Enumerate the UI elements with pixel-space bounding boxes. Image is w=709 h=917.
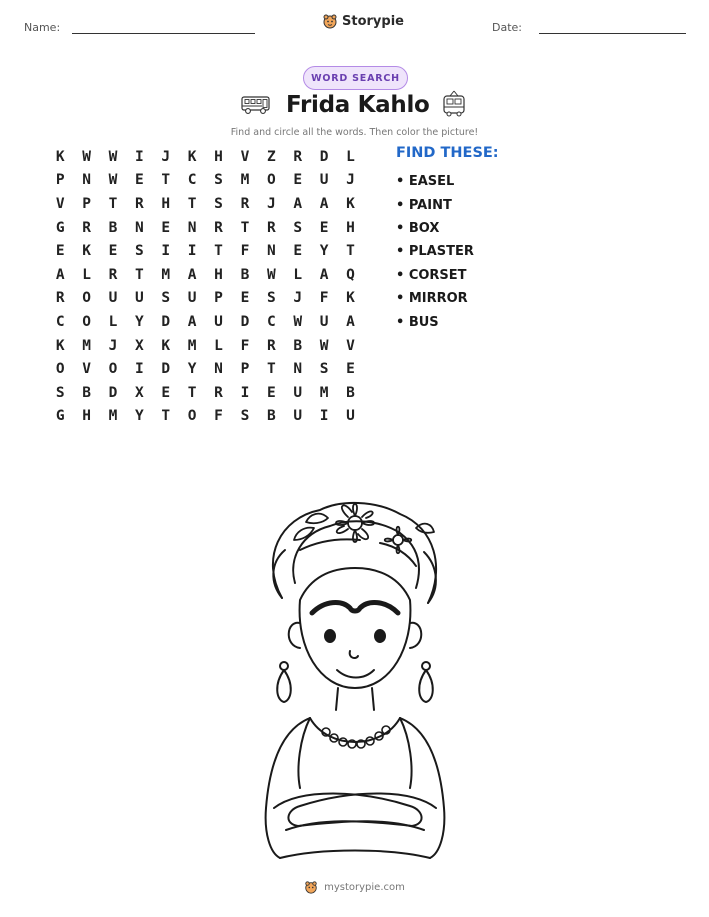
grid-letter[interactable]: C <box>266 313 276 330</box>
grid-letter[interactable]: E <box>346 361 355 378</box>
grid-letter[interactable]: D <box>240 313 250 330</box>
grid-letter[interactable]: V <box>55 195 65 212</box>
grid-letter[interactable]: R <box>55 290 65 307</box>
grid-letter[interactable]: N <box>82 172 91 189</box>
grid-letter[interactable]: F <box>240 243 250 260</box>
grid-letter[interactable]: O <box>82 313 91 330</box>
grid-letter[interactable]: V <box>82 361 91 378</box>
brand-name: Storypie <box>342 13 404 29</box>
grid-letter[interactable]: C <box>55 313 65 330</box>
grid-letter[interactable]: E <box>240 290 250 307</box>
grid-letter[interactable]: E <box>161 219 171 236</box>
footer-url[interactable]: mystorypie.com <box>324 881 405 893</box>
grid-letter[interactable]: K <box>55 337 65 354</box>
grid-letter[interactable]: U <box>108 290 118 307</box>
grid-letter[interactable]: Z <box>266 148 276 165</box>
grid-letter[interactable]: H <box>214 148 223 165</box>
date-label: Date: <box>492 21 522 34</box>
grid-letter[interactable]: Y <box>135 313 144 330</box>
grid-letter[interactable]: Y <box>187 361 197 378</box>
grid-letter[interactable]: A <box>319 266 329 283</box>
grid-letter[interactable]: T <box>108 195 118 212</box>
grid-letter[interactable]: I <box>240 384 250 401</box>
letter-grid[interactable] <box>47 145 364 428</box>
grid-letter[interactable]: S <box>214 195 223 212</box>
grid-letter[interactable]: J <box>266 195 276 212</box>
frida-kahlo-illustration[interactable] <box>240 488 470 860</box>
grid-letter[interactable]: R <box>214 384 223 401</box>
grid-letter[interactable]: N <box>187 219 197 236</box>
grid-letter[interactable]: K <box>82 243 91 260</box>
grid-letter[interactable]: E <box>319 219 329 236</box>
grid-letter[interactable]: L <box>293 266 303 283</box>
grid-letter[interactable]: T <box>187 195 197 212</box>
brand-logo <box>322 13 404 29</box>
grid-letter[interactable]: M <box>108 408 118 425</box>
grid-letter[interactable]: L <box>346 148 355 165</box>
grid-letter[interactable]: S <box>266 290 276 307</box>
grid-letter[interactable]: K <box>161 337 171 354</box>
grid-letter[interactable]: W <box>108 172 118 189</box>
grid-letter[interactable]: P <box>240 361 250 378</box>
grid-letter[interactable]: U <box>293 408 303 425</box>
grid-letter[interactable]: S <box>319 361 329 378</box>
grid-letter[interactable]: L <box>214 337 223 354</box>
grid-letter[interactable]: S <box>214 172 223 189</box>
grid-letter[interactable]: N <box>135 219 144 236</box>
grid-letter[interactable]: M <box>319 384 329 401</box>
word-item: • PLASTER <box>396 244 474 260</box>
grid-letter[interactable]: R <box>108 266 118 283</box>
grid-letter[interactable]: R <box>266 337 276 354</box>
grid-letter[interactable]: D <box>161 361 171 378</box>
grid-letter[interactable]: I <box>161 243 171 260</box>
grid-letter[interactable]: T <box>266 361 276 378</box>
grid-letter[interactable]: W <box>82 148 91 165</box>
grid-letter[interactable]: K <box>346 195 355 212</box>
storypie-logo-icon <box>322 13 338 29</box>
grid-letter[interactable]: U <box>346 408 355 425</box>
grid-letter[interactable]: U <box>214 313 223 330</box>
name-line[interactable] <box>72 33 255 34</box>
grid-letter[interactable]: D <box>161 313 171 330</box>
grid-letter[interactable]: B <box>82 384 91 401</box>
grid-letter[interactable]: U <box>135 290 144 307</box>
grid-letter[interactable]: I <box>319 408 329 425</box>
word-item: • CORSET <box>396 267 467 283</box>
word-item: • EASEL <box>396 174 455 190</box>
grid-letter[interactable]: A <box>187 266 197 283</box>
grid-letter[interactable]: D <box>108 384 118 401</box>
grid-letter[interactable]: E <box>161 384 171 401</box>
name-label: Name: <box>24 21 61 34</box>
word-item: • PAINT <box>396 197 452 213</box>
grid-letter[interactable]: R <box>293 148 303 165</box>
grid-letter[interactable]: F <box>319 290 329 307</box>
grid-letter[interactable]: U <box>293 384 303 401</box>
grid-letter[interactable]: G <box>55 219 65 236</box>
grid-letter[interactable]: U <box>187 290 197 307</box>
grid-letter[interactable]: O <box>82 290 91 307</box>
grid-letter[interactable]: W <box>319 337 329 354</box>
grid-letter[interactable]: Y <box>319 243 329 260</box>
grid-letter[interactable]: T <box>346 243 355 260</box>
grid-letter[interactable]: A <box>187 313 197 330</box>
grid-letter[interactable]: B <box>266 408 276 425</box>
grid-letter[interactable]: I <box>187 243 197 260</box>
grid-letter[interactable]: P <box>55 172 65 189</box>
grid-letter[interactable]: U <box>319 172 329 189</box>
grid-letter[interactable]: S <box>55 384 65 401</box>
word-item: • BOX <box>396 220 440 236</box>
grid-letter[interactable]: A <box>293 195 303 212</box>
grid-letter[interactable]: R <box>266 219 276 236</box>
page-title: Frida Kahlo <box>286 92 430 118</box>
grid-letter[interactable]: E <box>108 243 118 260</box>
grid-letter[interactable]: R <box>135 195 144 212</box>
grid-letter[interactable]: B <box>346 384 355 401</box>
grid-letter[interactable]: T <box>135 266 144 283</box>
date-line[interactable] <box>539 33 686 34</box>
grid-letter[interactable]: H <box>214 266 223 283</box>
grid-letter[interactable]: E <box>266 384 276 401</box>
grid-letter[interactable]: P <box>214 290 223 307</box>
grid-letter[interactable]: K <box>187 148 197 165</box>
grid-letter[interactable]: P <box>82 195 91 212</box>
grid-letter[interactable]: S <box>135 243 144 260</box>
footer <box>0 880 709 894</box>
grid-letter[interactable]: X <box>135 337 144 354</box>
grid-letter[interactable]: B <box>108 219 118 236</box>
grid-letter[interactable]: B <box>240 266 250 283</box>
grid-letter[interactable]: O <box>266 172 276 189</box>
grid-letter[interactable]: I <box>135 361 144 378</box>
grid-letter[interactable]: W <box>293 313 303 330</box>
grid-letter[interactable]: L <box>82 266 91 283</box>
grid-letter[interactable]: S <box>240 408 250 425</box>
grid-letter[interactable]: O <box>55 361 65 378</box>
grid-letter[interactable]: E <box>55 243 65 260</box>
grid-letter[interactable]: R <box>214 219 223 236</box>
grid-letter[interactable]: N <box>266 243 276 260</box>
grid-letter[interactable]: S <box>161 290 171 307</box>
grid-letter[interactable]: J <box>346 172 355 189</box>
grid-letter[interactable]: M <box>82 337 91 354</box>
grid-letter[interactable]: I <box>135 148 144 165</box>
grid-letter[interactable]: B <box>293 337 303 354</box>
grid-letter[interactable]: T <box>161 172 171 189</box>
grid-letter[interactable]: E <box>293 243 303 260</box>
grid-letter[interactable]: L <box>108 313 118 330</box>
grid-letter[interactable]: T <box>240 219 250 236</box>
grid-letter[interactable]: T <box>214 243 223 260</box>
grid-letter[interactable]: K <box>346 290 355 307</box>
instructions: Find and circle all the words. Then color the picture! <box>230 127 479 138</box>
grid-letter[interactable]: T <box>187 384 197 401</box>
grid-letter[interactable]: H <box>346 219 355 236</box>
grid-letter[interactable]: O <box>108 361 118 378</box>
grid-letter[interactable]: M <box>187 337 197 354</box>
grid-letter[interactable]: W <box>108 148 118 165</box>
grid-letter[interactable]: J <box>293 290 303 307</box>
grid-letter[interactable]: U <box>319 313 329 330</box>
grid-letter[interactable]: N <box>214 361 223 378</box>
word-item: • BUS <box>396 314 439 330</box>
grid-letter[interactable]: F <box>214 408 223 425</box>
grid-letter[interactable]: T <box>161 408 171 425</box>
grid-letter[interactable]: W <box>266 266 276 283</box>
bus-icon <box>240 94 272 116</box>
word-list <box>396 170 474 334</box>
find-these-heading: FIND THESE: <box>396 145 499 161</box>
trolley-icon <box>440 90 468 118</box>
grid-letter[interactable]: K <box>55 148 65 165</box>
grid-letter[interactable]: A <box>346 313 355 330</box>
grid-letter[interactable]: M <box>161 266 171 283</box>
grid-letter[interactable]: A <box>55 266 65 283</box>
grid-letter[interactable]: V <box>346 337 355 354</box>
grid-letter[interactable]: R <box>82 219 91 236</box>
grid-letter[interactable]: X <box>135 384 144 401</box>
storypie-logo-icon <box>304 880 318 894</box>
grid-letter[interactable]: H <box>82 408 91 425</box>
grid-letter[interactable]: F <box>240 337 250 354</box>
grid-letter[interactable]: A <box>319 195 329 212</box>
grid-letter[interactable]: R <box>240 195 250 212</box>
grid-letter[interactable]: H <box>161 195 171 212</box>
word-item: • MIRROR <box>396 291 468 307</box>
grid-letter[interactable]: J <box>161 148 171 165</box>
grid-letter[interactable]: S <box>293 219 303 236</box>
grid-letter[interactable]: E <box>135 172 144 189</box>
word-search-badge: WORD SEARCH <box>303 66 408 90</box>
grid-letter[interactable]: O <box>187 408 197 425</box>
grid-letter[interactable]: C <box>187 172 197 189</box>
grid-letter[interactable]: Y <box>135 408 144 425</box>
grid-letter[interactable]: J <box>108 337 118 354</box>
grid-letter[interactable]: D <box>319 148 329 165</box>
grid-letter[interactable]: M <box>240 172 250 189</box>
grid-letter[interactable]: E <box>293 172 303 189</box>
grid-letter[interactable]: G <box>55 408 65 425</box>
grid-letter[interactable]: V <box>240 148 250 165</box>
grid-letter[interactable]: Q <box>346 266 355 283</box>
grid-letter[interactable]: N <box>293 361 303 378</box>
